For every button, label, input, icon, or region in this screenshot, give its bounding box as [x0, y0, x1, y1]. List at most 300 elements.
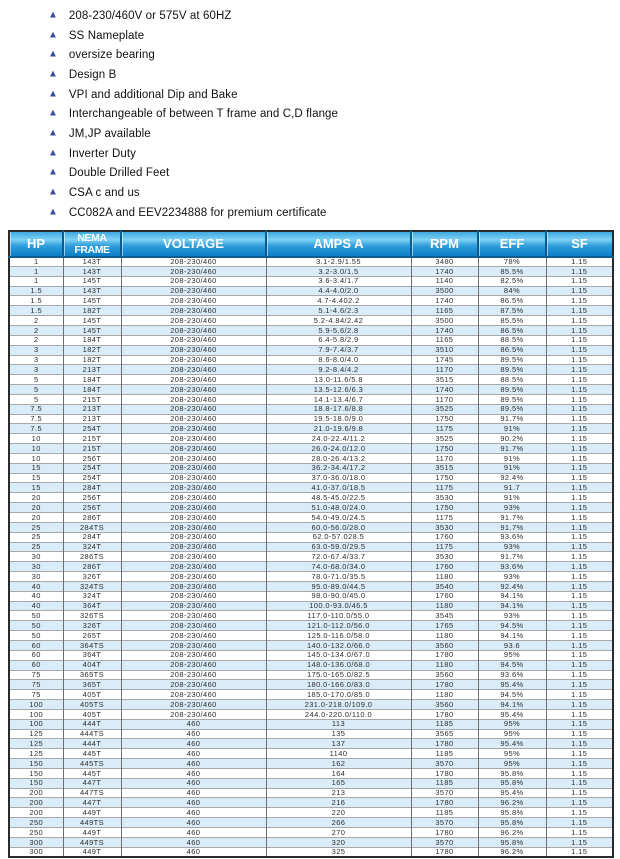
table-cell: 95.8% — [478, 818, 546, 828]
table-cell: 208-230/460 — [121, 404, 266, 414]
column-header-voltage: VOLTAGE — [121, 231, 266, 257]
table-cell: 143T — [63, 266, 121, 276]
table-cell: 100 — [9, 700, 63, 710]
table-row — [9, 778, 613, 788]
table-cell: 208-230/460 — [121, 700, 266, 710]
table-row — [9, 345, 613, 355]
table-cell: 208-230/460 — [121, 572, 266, 582]
table-row — [9, 709, 613, 719]
table-cell: 213T — [63, 404, 121, 414]
table-cell: 1.15 — [546, 709, 613, 719]
table-row — [9, 719, 613, 729]
table-cell: 1.15 — [546, 572, 613, 582]
feature-item — [48, 45, 620, 65]
table-cell: 4.7-4.402.2 — [266, 296, 411, 306]
table-cell: 95.8% — [478, 778, 546, 788]
table-cell: 1.15 — [546, 453, 613, 463]
table-row — [9, 660, 613, 670]
table-cell: 50 — [9, 621, 63, 631]
table-row — [9, 276, 613, 286]
table-cell: 447T — [63, 778, 121, 788]
table-cell: 1.15 — [546, 631, 613, 641]
table-row — [9, 581, 613, 591]
table-cell: 1180 — [411, 660, 478, 670]
table-row — [9, 375, 613, 385]
table-cell: 5 — [9, 375, 63, 385]
table-cell: 216 — [266, 798, 411, 808]
table-cell: 1185 — [411, 749, 478, 759]
table-cell: 60.0-56.0/28.0 — [266, 522, 411, 532]
table-cell: 1.15 — [546, 542, 613, 552]
table-cell: 208-230/460 — [121, 562, 266, 572]
column-header-amps-a: AMPS A — [266, 231, 411, 257]
table-cell: 208-230/460 — [121, 355, 266, 365]
table-cell: 1.15 — [546, 837, 613, 847]
table-cell: 91.7% — [478, 552, 546, 562]
table-cell: 24.0-22.4/11.2 — [266, 434, 411, 444]
feature-item — [48, 183, 620, 203]
table-cell: 460 — [121, 778, 266, 788]
table-cell: 18.8-17.6/8.8 — [266, 404, 411, 414]
table-cell: 250 — [9, 828, 63, 838]
table-cell: 95% — [478, 729, 546, 739]
table-cell: 26.0-24.0/12.0 — [266, 444, 411, 454]
table-cell: 254T — [63, 424, 121, 434]
table-cell: 1.5 — [9, 286, 63, 296]
table-cell: 86.5% — [478, 296, 546, 306]
table-cell: 449T — [63, 847, 121, 857]
table-cell: 256T — [63, 503, 121, 513]
table-cell: 449TS — [63, 818, 121, 828]
table-cell: 208-230/460 — [121, 394, 266, 404]
table-cell: 1 — [9, 257, 63, 267]
table-cell: 266 — [266, 818, 411, 828]
table-row — [9, 463, 613, 473]
table-row — [9, 788, 613, 798]
table-cell: 20 — [9, 493, 63, 503]
table-cell: 7.5 — [9, 414, 63, 424]
table-cell: 300 — [9, 847, 63, 857]
table-cell: 1140 — [266, 749, 411, 759]
table-row — [9, 650, 613, 660]
table-cell: 60 — [9, 650, 63, 660]
table-row — [9, 316, 613, 326]
table-cell: 21.0-19.6/9.8 — [266, 424, 411, 434]
table-cell: 1.15 — [546, 257, 613, 267]
table-cell: 1.15 — [546, 621, 613, 631]
feature-item — [48, 104, 620, 124]
table-cell: 1.15 — [546, 266, 613, 276]
table-cell: 75 — [9, 680, 63, 690]
table-cell: 30 — [9, 562, 63, 572]
table-cell: 1.15 — [546, 660, 613, 670]
table-cell: 215T — [63, 434, 121, 444]
table-cell: 320 — [266, 837, 411, 847]
table-cell: 1.15 — [546, 562, 613, 572]
table-cell: 89.5% — [478, 404, 546, 414]
table-row — [9, 640, 613, 650]
table-cell: 1175 — [411, 542, 478, 552]
table-cell: 1760 — [411, 532, 478, 542]
table-cell: 3525 — [411, 434, 478, 444]
table-cell: 3545 — [411, 611, 478, 621]
table-cell: 3 — [9, 355, 63, 365]
table-cell: 6.4-5.8/2.9 — [266, 335, 411, 345]
table-cell: 94.1% — [478, 631, 546, 641]
table-cell: 1.15 — [546, 463, 613, 473]
table-cell: 51.0-48.0/24.0 — [266, 503, 411, 513]
table-cell: 405T — [63, 690, 121, 700]
table-cell: 1780 — [411, 709, 478, 719]
table-cell: 1.15 — [546, 552, 613, 562]
table-cell: 93.6% — [478, 562, 546, 572]
table-row — [9, 394, 613, 404]
triangle-bullet-icon: ▲ — [48, 9, 58, 21]
triangle-bullet-icon: ▲ — [48, 88, 58, 100]
table-row — [9, 621, 613, 631]
table-cell: 324TS — [63, 581, 121, 591]
table-cell: 286T — [63, 513, 121, 523]
table-cell: 1180 — [411, 690, 478, 700]
table-cell: 3 — [9, 345, 63, 355]
table-cell: 1.5 — [9, 306, 63, 316]
table-cell: 1 — [9, 266, 63, 276]
table-cell: 62.0-57.028.5 — [266, 532, 411, 542]
table-cell: 1.5 — [9, 296, 63, 306]
table-cell: 208-230/460 — [121, 286, 266, 296]
table-cell: 250 — [9, 818, 63, 828]
table-cell: 95% — [478, 719, 546, 729]
table-row — [9, 306, 613, 316]
table-cell: 1.15 — [546, 306, 613, 316]
table-cell: 1175 — [411, 483, 478, 493]
table-cell: 3560 — [411, 700, 478, 710]
table-cell: 40 — [9, 591, 63, 601]
table-cell: 460 — [121, 828, 266, 838]
table-cell: 460 — [121, 818, 266, 828]
table-cell: 5 — [9, 394, 63, 404]
table-row — [9, 522, 613, 532]
table-cell: 1765 — [411, 621, 478, 631]
table-cell: 208-230/460 — [121, 365, 266, 375]
table-cell: 200 — [9, 788, 63, 798]
table-cell: 284TS — [63, 522, 121, 532]
table-cell: 208-230/460 — [121, 385, 266, 395]
table-cell: 3515 — [411, 375, 478, 385]
column-header-eff: EFF — [478, 231, 546, 257]
table-row — [9, 611, 613, 621]
table-cell: 28.0-26.4/13.2 — [266, 453, 411, 463]
table-cell: 326T — [63, 572, 121, 582]
table-cell: 25 — [9, 542, 63, 552]
table-cell: 1780 — [411, 768, 478, 778]
table-cell: 445T — [63, 768, 121, 778]
table-cell: 3 — [9, 365, 63, 375]
table-cell: 95.0-89.0/44.5 — [266, 581, 411, 591]
table-row — [9, 385, 613, 395]
table-cell: 1.15 — [546, 601, 613, 611]
table-row — [9, 513, 613, 523]
table-cell: 1.15 — [546, 404, 613, 414]
feature-text: oversize bearing — [68, 49, 155, 62]
table-row — [9, 434, 613, 444]
table-cell: 3530 — [411, 552, 478, 562]
table-cell: 95% — [478, 759, 546, 769]
table-cell: 100 — [9, 719, 63, 729]
table-cell: 1750 — [411, 473, 478, 483]
table-cell: 72.0-67.4/33.7 — [266, 552, 411, 562]
table-cell: 95.4% — [478, 709, 546, 719]
motor-spec-table — [8, 230, 614, 858]
table-cell: 13.5-12.6/6.3 — [266, 385, 411, 395]
table-cell: 1.15 — [546, 286, 613, 296]
table-cell: 1780 — [411, 847, 478, 857]
table-cell: 95.4% — [478, 788, 546, 798]
table-cell: 1.15 — [546, 581, 613, 591]
table-cell: 1.15 — [546, 768, 613, 778]
table-cell: 30 — [9, 552, 63, 562]
feature-text: Inverter Duty — [68, 147, 137, 160]
table-cell: 460 — [121, 798, 266, 808]
table-cell: 20 — [9, 503, 63, 513]
table-cell: 208-230/460 — [121, 552, 266, 562]
table-cell: 86.5% — [478, 345, 546, 355]
table-cell: 95% — [478, 749, 546, 759]
table-cell: 185.0-170.0/85.0 — [266, 690, 411, 700]
table-cell: 208-230/460 — [121, 335, 266, 345]
table-cell: 1180 — [411, 631, 478, 641]
table-cell: 165 — [266, 778, 411, 788]
table-cell: 91.7% — [478, 513, 546, 523]
table-cell: 208-230/460 — [121, 473, 266, 483]
table-cell: 1740 — [411, 296, 478, 306]
table-cell: 208-230/460 — [121, 483, 266, 493]
table-cell: 1780 — [411, 798, 478, 808]
table-cell: 1750 — [411, 444, 478, 454]
table-cell: 3480 — [411, 257, 478, 267]
table-cell: 100.0-93.0/46.5 — [266, 601, 411, 611]
table-cell: 25 — [9, 532, 63, 542]
table-cell: 208-230/460 — [121, 296, 266, 306]
table-cell: 10 — [9, 434, 63, 444]
table-cell: 447T — [63, 798, 121, 808]
table-cell: 365TS — [63, 670, 121, 680]
table-row — [9, 335, 613, 345]
table-row — [9, 414, 613, 424]
table-cell: 1.15 — [546, 424, 613, 434]
table-cell: 208-230/460 — [121, 513, 266, 523]
triangle-bullet-icon: ▲ — [48, 29, 58, 41]
column-header-sf: SF — [546, 231, 613, 257]
table-cell: 86.5% — [478, 325, 546, 335]
feature-text: CC082A and EEV2234888 for premium certificate — [68, 206, 327, 219]
table-cell: 145T — [63, 316, 121, 326]
table-cell: 78% — [478, 257, 546, 267]
table-cell: 95% — [478, 650, 546, 660]
table-cell: 444T — [63, 719, 121, 729]
table-cell: 449T — [63, 808, 121, 818]
table-cell: 208-230/460 — [121, 463, 266, 473]
table-cell: 1175 — [411, 513, 478, 523]
table-row — [9, 680, 613, 690]
feature-text: SS Nameplate — [68, 29, 145, 42]
table-cell: 208-230/460 — [121, 453, 266, 463]
table-cell: 460 — [121, 759, 266, 769]
table-cell: 1.15 — [546, 611, 613, 621]
feature-list — [0, 0, 620, 223]
table-cell: 93.6% — [478, 532, 546, 542]
table-cell: 150 — [9, 778, 63, 788]
table-cell: 1.15 — [546, 316, 613, 326]
table-cell: 2 — [9, 316, 63, 326]
table-cell: 36.2-34.4/17.2 — [266, 463, 411, 473]
table-cell: 91.7 — [478, 483, 546, 493]
table-cell: 1175 — [411, 424, 478, 434]
table-row — [9, 365, 613, 375]
feature-item — [48, 6, 620, 26]
table-cell: 82.5% — [478, 276, 546, 286]
triangle-bullet-icon: ▲ — [48, 107, 58, 119]
table-cell: 93% — [478, 572, 546, 582]
table-cell: 3510 — [411, 345, 478, 355]
table-cell: 1.15 — [546, 473, 613, 483]
table-cell: 460 — [121, 719, 266, 729]
triangle-bullet-icon: ▲ — [48, 127, 58, 139]
table-cell: 208-230/460 — [121, 621, 266, 631]
table-cell: 1.15 — [546, 325, 613, 335]
table-cell: 48.5-45.0/22.5 — [266, 493, 411, 503]
table-cell: 145T — [63, 296, 121, 306]
table-cell: 1180 — [411, 572, 478, 582]
table-cell: 91.7% — [478, 522, 546, 532]
table-cell: 96.2% — [478, 847, 546, 857]
feature-item — [48, 164, 620, 184]
table-cell: 91% — [478, 453, 546, 463]
table-cell: 254T — [63, 463, 121, 473]
table-cell: 145T — [63, 325, 121, 335]
table-cell: 93.6 — [478, 640, 546, 650]
table-cell: 1.15 — [546, 296, 613, 306]
table-cell: 326TS — [63, 611, 121, 621]
table-cell: 208-230/460 — [121, 601, 266, 611]
table-row — [9, 837, 613, 847]
table-cell: 125 — [9, 749, 63, 759]
triangle-bullet-icon: ▲ — [48, 166, 58, 178]
table-cell: 60 — [9, 660, 63, 670]
table-cell: 208-230/460 — [121, 680, 266, 690]
table-cell: 1.15 — [546, 444, 613, 454]
table-cell: 1.15 — [546, 680, 613, 690]
table-cell: 182T — [63, 345, 121, 355]
table-cell: 1.15 — [546, 749, 613, 759]
table-cell: 92.4% — [478, 473, 546, 483]
table-cell: 1185 — [411, 778, 478, 788]
table-cell: 2 — [9, 335, 63, 345]
table-cell: 2 — [9, 325, 63, 335]
table-cell: 3530 — [411, 522, 478, 532]
table-cell: 1.15 — [546, 591, 613, 601]
table-cell: 1740 — [411, 266, 478, 276]
feature-item — [48, 65, 620, 85]
table-cell: 1.15 — [546, 847, 613, 857]
table-cell: 1.15 — [546, 276, 613, 286]
table-cell: 1760 — [411, 591, 478, 601]
table-cell: 364T — [63, 650, 121, 660]
table-row — [9, 572, 613, 582]
feature-text: VPI and additional Dip and Bake — [68, 88, 238, 101]
table-row — [9, 739, 613, 749]
table-row — [9, 424, 613, 434]
table-cell: 300 — [9, 837, 63, 847]
table-cell: 200 — [9, 808, 63, 818]
table-cell: 9.2-8.4/4.2 — [266, 365, 411, 375]
table-cell: 1.15 — [546, 365, 613, 375]
table-cell: 13.0-11.6/5.8 — [266, 375, 411, 385]
table-cell: 5.2-4.84/2.42 — [266, 316, 411, 326]
table-cell: 1.15 — [546, 719, 613, 729]
table-cell: 94.1% — [478, 591, 546, 601]
table-cell: 145.0-134.0/67.0 — [266, 650, 411, 660]
table-cell: 94.5% — [478, 621, 546, 631]
table-cell: 91% — [478, 493, 546, 503]
table-cell: 215T — [63, 394, 121, 404]
table-cell: 449T — [63, 828, 121, 838]
table-cell: 208-230/460 — [121, 325, 266, 335]
table-row — [9, 286, 613, 296]
table-cell: 94.1% — [478, 601, 546, 611]
table-cell: 404T — [63, 660, 121, 670]
table-cell: 40 — [9, 601, 63, 611]
table-cell: 324T — [63, 591, 121, 601]
table-cell: 117.0-110.0/55.0 — [266, 611, 411, 621]
table-cell: 1185 — [411, 808, 478, 818]
feature-item — [48, 124, 620, 144]
table-cell: 1745 — [411, 355, 478, 365]
table-row — [9, 690, 613, 700]
table-cell: 208-230/460 — [121, 503, 266, 513]
table-row — [9, 532, 613, 542]
table-cell: 180.0-166.0/83.0 — [266, 680, 411, 690]
table-cell: 3570 — [411, 759, 478, 769]
table-cell: 1.15 — [546, 739, 613, 749]
table-cell: 14.1-13.4/6.7 — [266, 394, 411, 404]
table-row — [9, 542, 613, 552]
table-cell: 208-230/460 — [121, 266, 266, 276]
table-cell: 3570 — [411, 818, 478, 828]
table-cell: 1780 — [411, 680, 478, 690]
table-cell: 1740 — [411, 385, 478, 395]
table-cell: 325 — [266, 847, 411, 857]
table-cell: 1.15 — [546, 700, 613, 710]
table-row — [9, 562, 613, 572]
table-cell: 1.15 — [546, 355, 613, 365]
table-cell: 91% — [478, 424, 546, 434]
table-cell: 143T — [63, 286, 121, 296]
table-cell: 1.15 — [546, 798, 613, 808]
table-row — [9, 808, 613, 818]
table-row — [9, 768, 613, 778]
table-row — [9, 591, 613, 601]
table-cell: 91.7% — [478, 444, 546, 454]
table-row — [9, 798, 613, 808]
table-cell: 100 — [9, 709, 63, 719]
table-cell: 270 — [266, 828, 411, 838]
table-cell: 208-230/460 — [121, 522, 266, 532]
table-cell: 1.15 — [546, 335, 613, 345]
table-cell: 150 — [9, 759, 63, 769]
table-cell: 60 — [9, 640, 63, 650]
table-cell: 208-230/460 — [121, 306, 266, 316]
